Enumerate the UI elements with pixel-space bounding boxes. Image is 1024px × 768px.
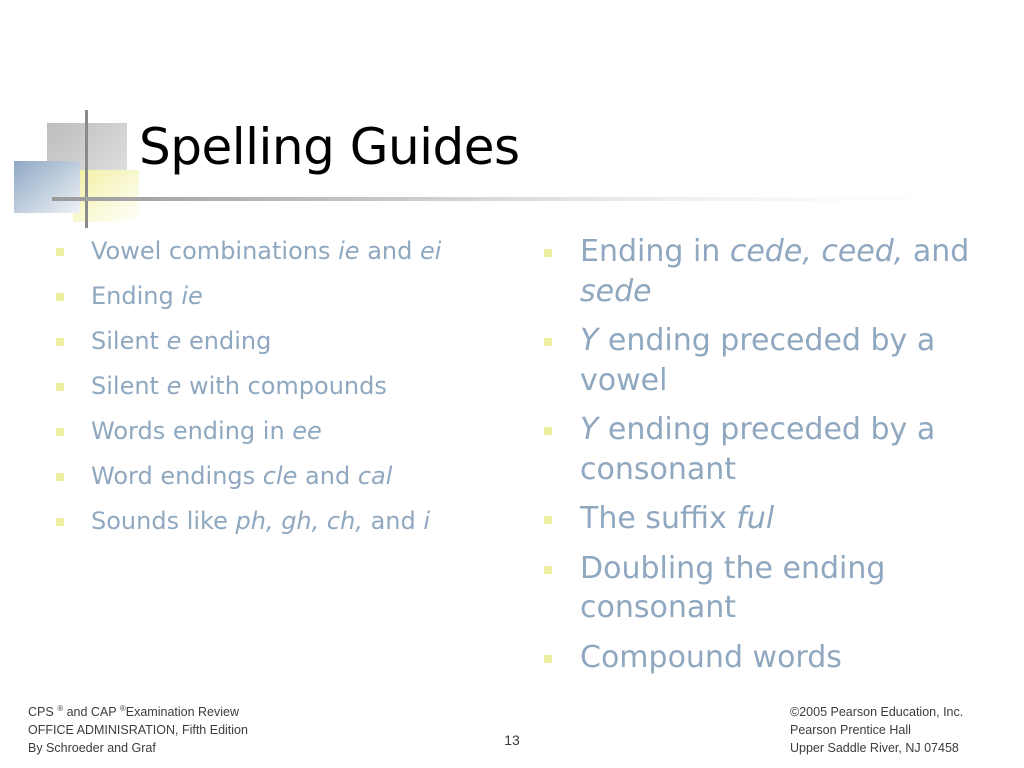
bullet-text-italic: ie — [181, 282, 203, 310]
bullet-text: and — [362, 507, 424, 535]
left-bullet-list — [56, 234, 516, 549]
bullet-text-italic: ie — [338, 237, 360, 265]
bullet-text-italic: e — [166, 327, 182, 355]
bullet-square-icon — [56, 473, 64, 481]
bullet-square-icon — [544, 338, 552, 346]
registered-mark: ® — [119, 703, 126, 713]
bullet-text: ending preceded by a vowel — [580, 323, 936, 398]
decor-grey-square — [47, 123, 127, 199]
bullet-text: Ending in — [580, 234, 730, 269]
bullet-text: and — [359, 237, 420, 265]
bullet-item — [56, 504, 516, 549]
bullet-text: ending preceded by a consonant — [580, 412, 936, 487]
bullet-text: ending — [181, 327, 272, 355]
bullet-text-italic: cle — [262, 462, 298, 490]
bullet-text-italic: cede, ceed, — [729, 234, 904, 269]
bullet-text: and — [297, 462, 358, 490]
bullet-square-icon — [56, 248, 64, 256]
footer-left-line-3: By Schroeder and Graf — [28, 741, 156, 755]
bullet-text: Compound words — [580, 639, 842, 675]
footer-right — [790, 703, 963, 757]
bullet-text: and — [903, 234, 970, 269]
bullet-text-italic: ei — [419, 237, 442, 265]
bullet-square-icon — [56, 293, 64, 301]
right-bullet-list — [544, 232, 984, 687]
bullet-square-icon — [544, 566, 552, 574]
slide-title: Spelling Guides — [139, 118, 520, 176]
bullet-item — [544, 638, 984, 678]
bullet-text-italic: Y — [580, 323, 599, 358]
bullet-item — [56, 279, 516, 324]
bullet-item — [544, 232, 984, 311]
bullet-item — [544, 321, 984, 400]
bullet-text: Doubling the ending consonant — [580, 550, 886, 625]
footer-right-line-1: ©2005 Pearson Education, Inc. — [790, 705, 964, 719]
bullet-text-italic: cal — [357, 462, 393, 490]
bullet-text-italic: sede — [580, 273, 652, 309]
bullet-item — [544, 499, 984, 539]
bullet-text-italic: e — [166, 372, 182, 400]
bullet-text: Ending — [91, 282, 182, 310]
bullet-text-italic: ful — [736, 501, 775, 536]
bullet-item — [56, 459, 516, 504]
bullet-item — [56, 414, 516, 459]
bullet-text: Word endings — [91, 462, 263, 490]
bullet-text: with compounds — [181, 372, 387, 400]
bullet-square-icon — [56, 383, 64, 391]
bullet-text-italic: i — [423, 507, 431, 535]
bullet-text: Silent — [91, 327, 167, 355]
footer-left-line-2: OFFICE ADMINISRATION, Fifth Edition — [28, 723, 248, 737]
bullet-text: Silent — [91, 372, 167, 400]
bullet-item — [544, 549, 984, 628]
bullet-square-icon — [56, 428, 64, 436]
bullet-item — [56, 234, 516, 279]
bullet-text: Words ending in — [91, 417, 293, 445]
bullet-square-icon — [56, 518, 64, 526]
footer-right-line-3: Upper Saddle River, NJ 07458 — [790, 741, 959, 755]
bullet-item — [56, 324, 516, 369]
bullet-text: Vowel combinations — [91, 237, 339, 265]
decor-blue-square — [14, 161, 80, 213]
footer-right-line-2: Pearson Prentice Hall — [790, 723, 911, 737]
registered-mark: ® — [57, 703, 64, 713]
bullet-square-icon — [544, 655, 552, 663]
bullet-square-icon — [56, 338, 64, 346]
bullet-square-icon — [544, 427, 552, 435]
bullet-text-italic: ph, gh, ch, — [235, 507, 363, 535]
footer-left — [28, 703, 248, 757]
bullet-square-icon — [544, 249, 552, 257]
bullet-item — [56, 369, 516, 414]
decor-vertical-bar — [85, 110, 88, 228]
bullet-text-italic: ee — [292, 417, 322, 445]
bullet-text-italic: Y — [580, 412, 599, 447]
decor-yellow-square — [73, 170, 139, 222]
bullet-text: Sounds like — [91, 507, 236, 535]
footer-left-line-1: CPS ® and CAP ®Examination Review — [28, 703, 240, 719]
title-underline — [52, 197, 1020, 201]
page-number: 13 — [504, 732, 520, 748]
bullet-item — [544, 410, 984, 489]
bullet-text: The suffix — [580, 501, 737, 536]
bullet-square-icon — [544, 516, 552, 524]
